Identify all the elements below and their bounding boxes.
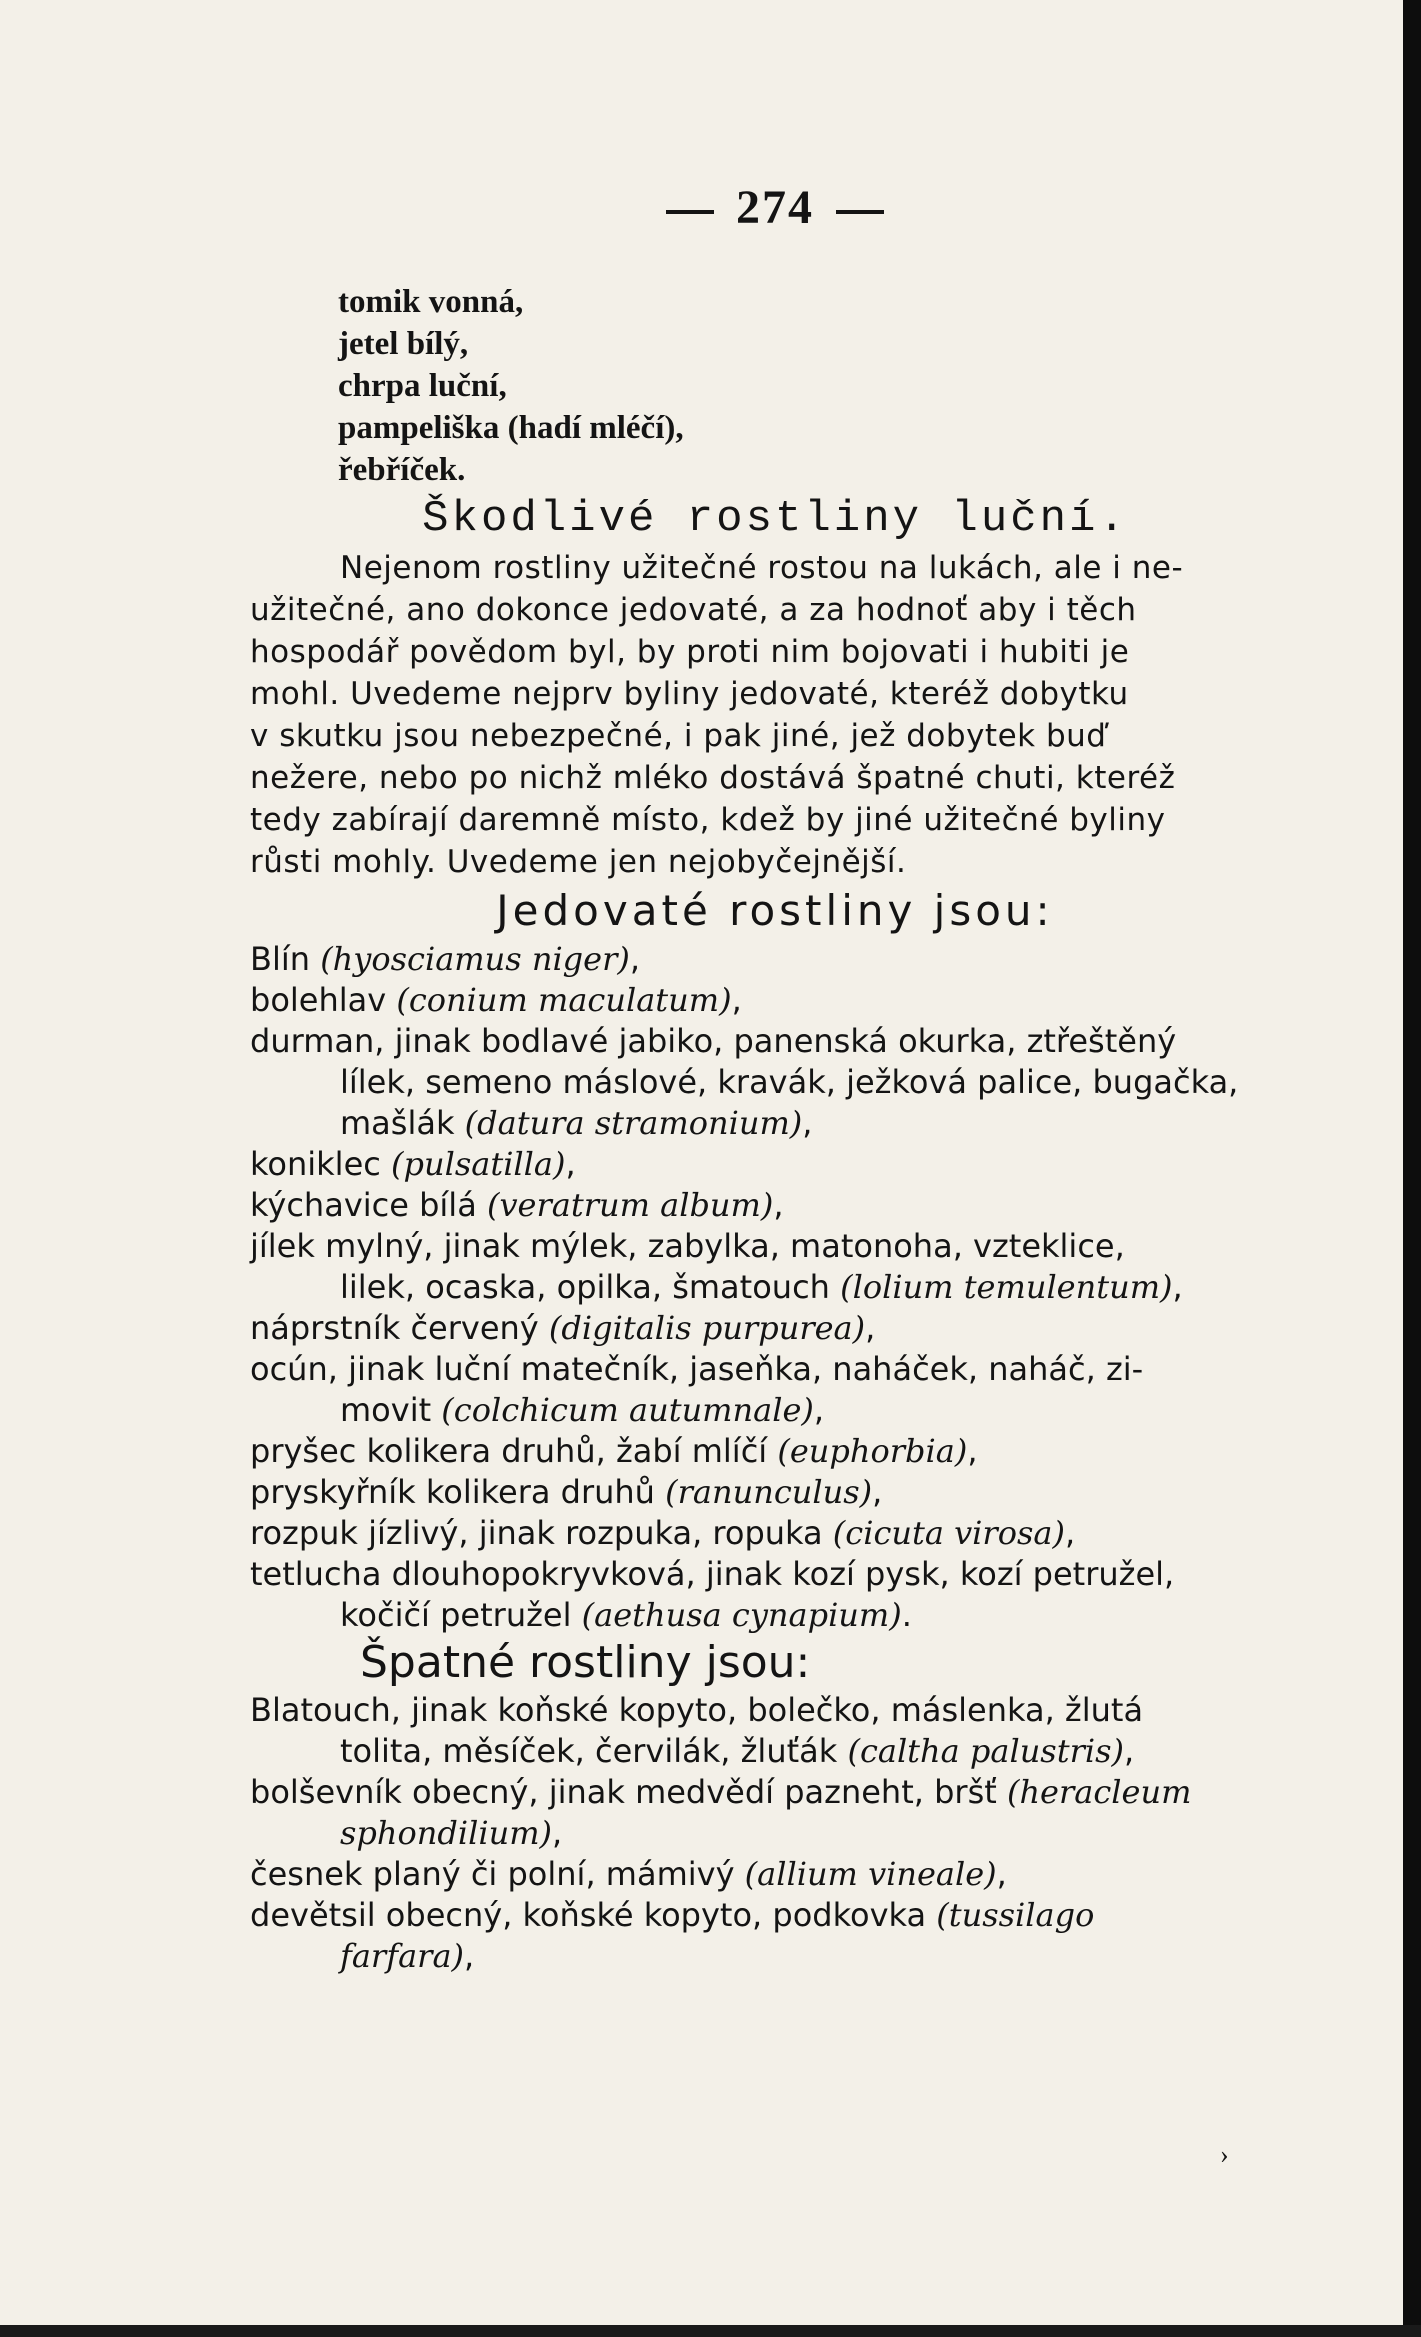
paragraph-line: nežere, nebo po nichž mléko dostává špatné chuti, kteréž xyxy=(250,760,1176,796)
plant-entry xyxy=(250,1226,1300,1308)
top-list-item: chrpa luční, xyxy=(338,368,507,404)
header-dash-right xyxy=(836,210,884,214)
top-list-item: pampeliška (hadí mléčí), xyxy=(338,410,684,446)
latin-name: (aethusa cynapium) xyxy=(581,1596,902,1634)
plant-entry xyxy=(250,1021,1300,1144)
paragraph-line: užitečné, ano dokonce jedovaté, a za hodnoť aby i těch xyxy=(250,592,1137,628)
paragraph-line: v skutku jsou nebezpečné, i pak jiné, jež dobytek buď xyxy=(250,718,1107,754)
latin-name: farfara) xyxy=(340,1937,464,1975)
latin-name: (lolium temulentum) xyxy=(840,1268,1173,1306)
plant-entry-continuation: lílek, semeno máslové, kravák, ježková palice, bugačka, xyxy=(340,1063,1239,1101)
plant-entry-line: bolehlav (conium maculatum), xyxy=(250,981,742,1019)
top-list-item: jetel bílý, xyxy=(338,326,469,362)
plant-entry-line: Blín (hyosciamus niger), xyxy=(250,940,641,978)
plant-entry-line: Blatouch, jinak koňské kopyto, bolečko, máslenka, žlutá xyxy=(250,1691,1144,1729)
latin-name: (cicuta virosa) xyxy=(832,1514,1065,1552)
paragraph-line: růsti mohly. Uvedeme jen nejobyčejnější. xyxy=(250,844,907,880)
page-bottom-shadow xyxy=(0,2325,1421,2337)
latin-name: (tussilago xyxy=(936,1896,1095,1934)
plant-entry-line: rozpuk jízlivý, jinak rozpuka, ropuka (cicuta virosa), xyxy=(250,1514,1076,1552)
page-number: 274 xyxy=(736,181,814,234)
paragraph-line: hospodář povědom byl, by proti nim bojovati i hubiti je xyxy=(250,634,1130,670)
plant-entry xyxy=(250,1431,1300,1472)
latin-name: (ranunculus) xyxy=(665,1473,873,1511)
plant-entry-line: náprstník červený (digitalis purpurea), xyxy=(250,1309,876,1347)
plant-entry xyxy=(250,1854,1300,1895)
paragraph-line: mohl. Uvedeme nejprv byliny jedovaté, kteréž dobytku xyxy=(250,676,1129,712)
latin-name: (heracleum xyxy=(1006,1773,1192,1811)
section-title-bad: Špatné rostliny jsou: xyxy=(360,1637,811,1688)
plant-entry-continuation: movit (colchicum autumnale), xyxy=(340,1391,825,1429)
header-dash-left xyxy=(666,210,714,214)
latin-name: (hyosciamus niger) xyxy=(320,940,630,978)
plant-entry-continuation: tolita, měsíček, červilák, žluťák (caltha palustris), xyxy=(340,1732,1135,1770)
plant-entry-continuation: lilek, ocaska, opilka, šmatouch (lolium temulentum), xyxy=(340,1268,1183,1306)
top-plant-list xyxy=(250,281,1300,491)
plant-entry-line: devětsil obecný, koňské kopyto, podkovka (tussilago xyxy=(250,1896,1095,1934)
latin-name: (colchicum autumnale) xyxy=(441,1391,814,1429)
plant-entry-line: česnek planý či polní, mámivý (allium vineale), xyxy=(250,1855,1007,1893)
latin-name: (caltha palustris) xyxy=(847,1732,1125,1770)
latin-name: (veratrum album) xyxy=(486,1186,774,1224)
plant-entry xyxy=(250,1895,1300,1977)
plant-entry xyxy=(250,939,1300,980)
plant-entry-continuation: mašlák (datura stramonium), xyxy=(340,1104,813,1142)
paragraph-line: Nejenom rostliny užitečné rostou na lukách, ale i ne- xyxy=(340,550,1184,586)
bad-plant-list xyxy=(250,1690,1300,1977)
plant-entry-line: jílek mylný, jinak mýlek, zabylka, matonoha, vzteklice, xyxy=(250,1227,1125,1265)
plant-entry-line: pryšec kolikera druhů, žabí mlíčí (euphorbia), xyxy=(250,1432,978,1470)
plant-entry xyxy=(250,1349,1300,1431)
section-title-harmful: Škodlivé rostliny luční. xyxy=(422,494,1128,544)
plant-entry xyxy=(250,1513,1300,1554)
plant-entry xyxy=(250,1554,1300,1636)
latin-name: (digitalis purpurea) xyxy=(548,1309,866,1347)
plant-entry xyxy=(250,1185,1300,1226)
page-header xyxy=(250,180,1300,235)
plant-entry-line: pryskyřník kolikera druhů (ranunculus), xyxy=(250,1473,883,1511)
plant-entry xyxy=(250,1144,1300,1185)
plant-entry-line: tetlucha dlouhopokryvková, jinak kozí pysk, kozí petružel, xyxy=(250,1555,1175,1593)
latin-name: (pulsatilla) xyxy=(391,1145,566,1183)
stray-mark: › xyxy=(1220,2140,1229,2169)
plant-entry-continuation: sphondilium), xyxy=(340,1814,563,1852)
latin-name: (allium vineale) xyxy=(744,1855,997,1893)
top-list-item: tomik vonná, xyxy=(338,284,524,320)
poisonous-plant-list xyxy=(250,939,1300,1636)
intro-paragraph xyxy=(250,547,1300,883)
latin-name: (conium maculatum) xyxy=(396,981,732,1019)
section-title-poisonous: Jedovaté rostliny jsou: xyxy=(496,886,1054,935)
plant-entry-line: kýchavice bílá (veratrum album), xyxy=(250,1186,784,1224)
plant-entry-line: ocún, jinak luční matečník, jaseňka, naháček, naháč, zi- xyxy=(250,1350,1144,1388)
top-list-item: řebříček. xyxy=(338,452,466,488)
book-page xyxy=(250,180,1300,1977)
plant-entry xyxy=(250,1308,1300,1349)
plant-entry-line: durman, jinak bodlavé jabiko, panenská okurka, ztřeštěný xyxy=(250,1022,1177,1060)
plant-entry xyxy=(250,980,1300,1021)
plant-entry-line: koniklec (pulsatilla), xyxy=(250,1145,576,1183)
plant-entry xyxy=(250,1772,1300,1854)
latin-name: (euphorbia) xyxy=(777,1432,968,1470)
plant-entry xyxy=(250,1690,1300,1772)
plant-entry-line: bolševník obecný, jinak medvědí pazneht, bršť (heracleum xyxy=(250,1773,1192,1811)
page-edge-shadow xyxy=(1403,0,1421,2337)
plant-entry-continuation: farfara), xyxy=(340,1937,475,1975)
latin-name: (datura stramonium) xyxy=(464,1104,803,1142)
paragraph-line: tedy zabírají daremně místo, kdež by jiné užitečné byliny xyxy=(250,802,1166,838)
plant-entry-continuation: kočičí petružel (aethusa cynapium). xyxy=(340,1596,912,1634)
latin-name: sphondilium) xyxy=(340,1814,553,1852)
plant-entry xyxy=(250,1472,1300,1513)
